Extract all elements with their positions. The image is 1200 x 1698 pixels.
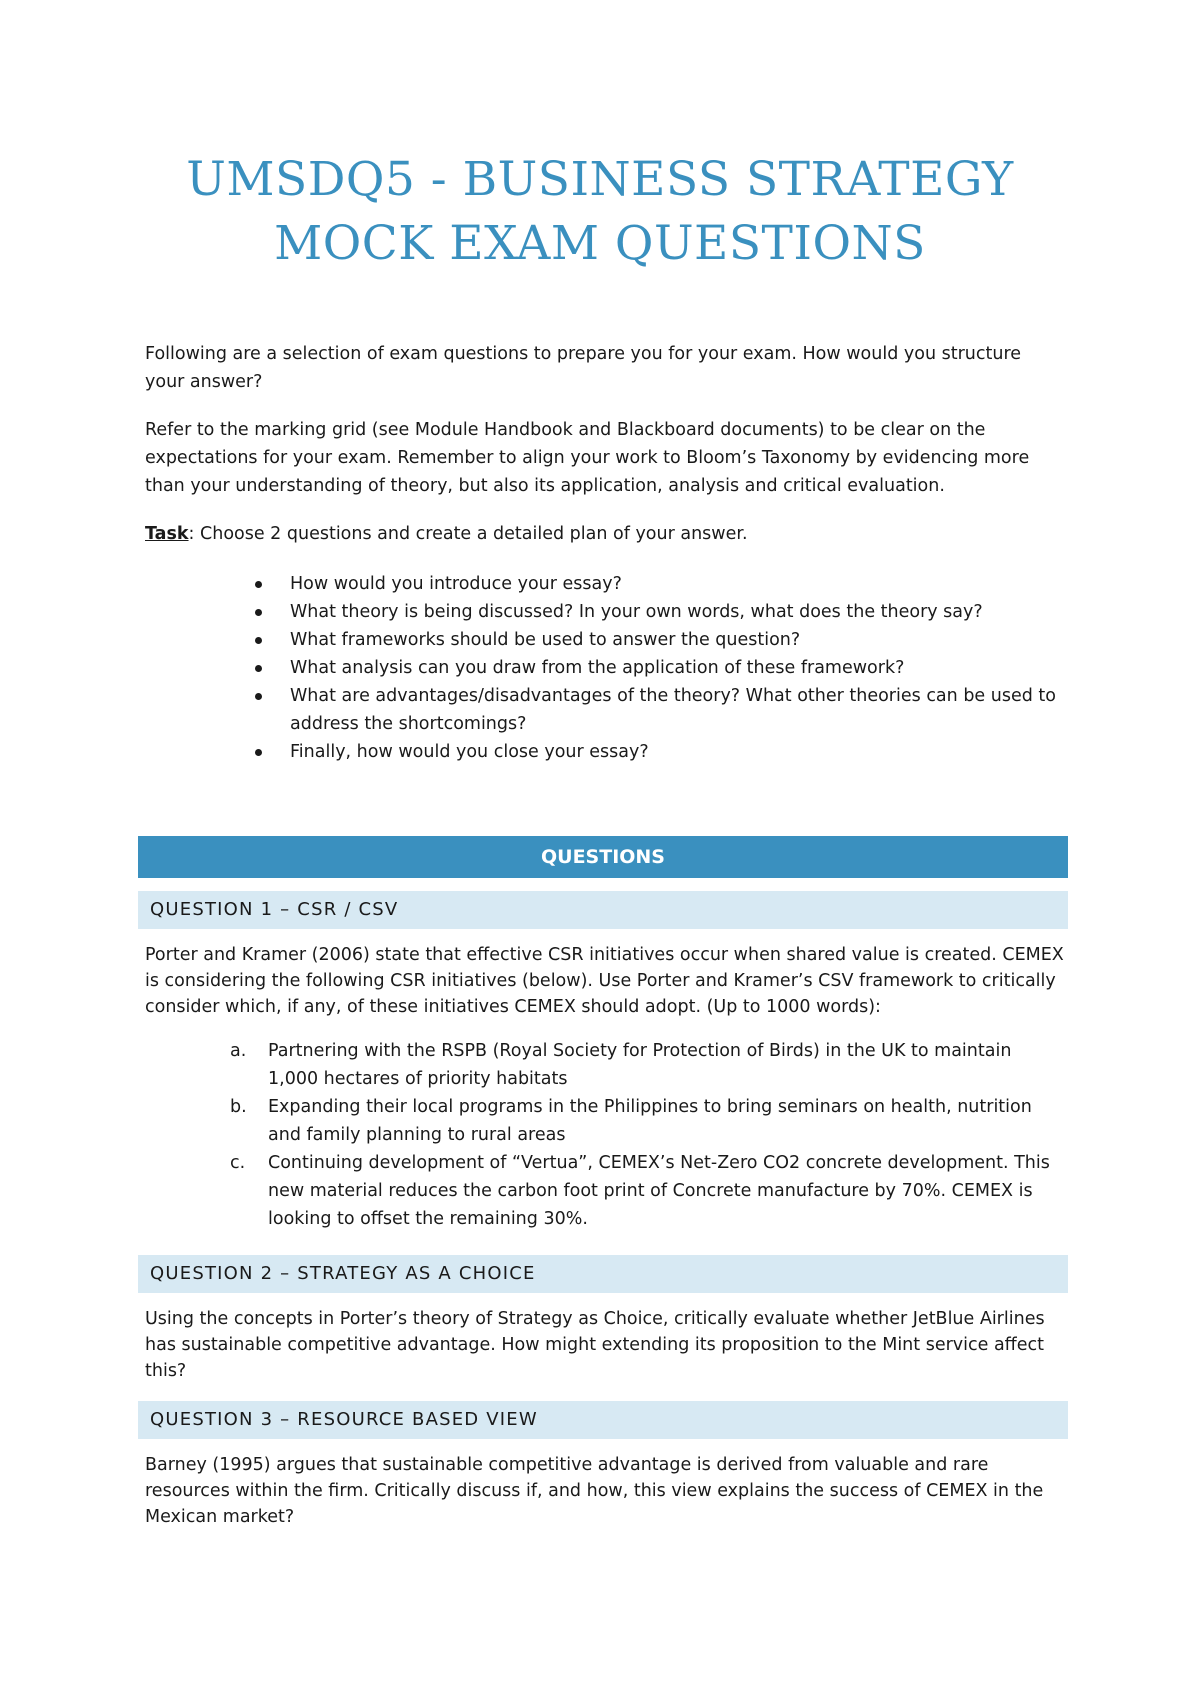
option-item — [230, 1093, 1060, 1149]
option-letter: c. — [230, 1153, 246, 1173]
option-letter: a. — [230, 1041, 247, 1061]
bullet-item: What theory is being discussed? In your own words, what does the theory say? — [255, 598, 1065, 626]
question-1-text — [145, 942, 1070, 1020]
question-3-text — [145, 1452, 1070, 1530]
question-2-body: Using the concepts in Porter’s theory of Strategy as Choice, critically evaluate whether JetBlue Airlines has sustainable competitive advantage. How might extending its proposition to the Mint service affect this? — [145, 1309, 1045, 1381]
option-text: Expanding their local programs in the Philippines to bring seminars on health, nutrition and family planning to rural areas — [268, 1097, 1032, 1145]
option-text: Partnering with the RSPB (Royal Society for Protection of Birds) in the UK to maintain 1,000 hectares of priority habitats — [268, 1041, 1012, 1089]
title-line-1: UMSDQ5 - BUSINESS STRATEGY — [186, 152, 1014, 207]
task-label: Task — [145, 524, 189, 544]
question-1-heading: QUESTION 1 – CSR / CSV — [138, 891, 1068, 929]
option-item — [230, 1037, 1060, 1093]
option-letter: b. — [230, 1097, 247, 1117]
question-2-heading: QUESTION 2 – STRATEGY AS A CHOICE — [138, 1255, 1068, 1293]
task-text: : Choose 2 questions and create a detailed plan of your answer. — [188, 524, 748, 544]
questions-header: QUESTIONS — [138, 836, 1068, 878]
bullet-item: Finally, how would you close your essay? — [255, 738, 1065, 766]
intro-paragraph-2: Refer to the marking grid (see Module Handbook and Blackboard documents) to be clear on the expectations for your exam. Remember to align your work to Bloom’s Taxonomy by evidencing more than your understanding of theory, but also its application, analysis and critical evaluation. — [145, 420, 1030, 496]
intro-section — [145, 340, 1065, 568]
task-paragraph — [145, 520, 1065, 548]
question-1-options — [230, 1037, 1060, 1233]
document-title — [0, 148, 1200, 276]
option-item — [230, 1149, 1060, 1233]
bullet-item: What frameworks should be used to answer the question? — [255, 626, 1065, 654]
bullet-item: What analysis can you draw from the application of these framework? — [255, 654, 1065, 682]
question-1-body: Porter and Kramer (2006) state that effective CSR initiatives occur when shared value is created. CEMEX is considering the following CSR initiatives (below). Use Porter and Kramer’s CSV framework to critically consider which, if any, of these initiatives CEMEX should adopt. (Up to 1000 words): — [145, 945, 1064, 1017]
bullet-item: How would you introduce your essay? — [255, 570, 1065, 598]
option-text: Continuing development of “Vertua”, CEMEX’s Net-Zero CO2 concrete development. This new material reduces the carbon foot print of Concrete manufacture by 70%. CEMEX is looking to offset the remaining 30%. — [268, 1153, 1050, 1229]
question-3-body: Barney (1995) argues that sustainable competitive advantage is derived from valuable and rare resources within the firm. Critically discuss if, and how, this view explains the success of CEMEX in the Mexican market? — [145, 1455, 1044, 1527]
question-3-heading: QUESTION 3 – RESOURCE BASED VIEW — [138, 1401, 1068, 1439]
planning-bullet-list — [255, 570, 1065, 766]
title-line-2: MOCK EXAM QUESTIONS — [274, 216, 926, 271]
intro-paragraph-1: Following are a selection of exam questions to prepare you for your exam. How would you structure your answer? — [145, 344, 1022, 392]
question-2-text — [145, 1306, 1070, 1384]
bullet-item: What are advantages/disadvantages of the theory? What other theories can be used to address the shortcomings? — [255, 682, 1065, 738]
